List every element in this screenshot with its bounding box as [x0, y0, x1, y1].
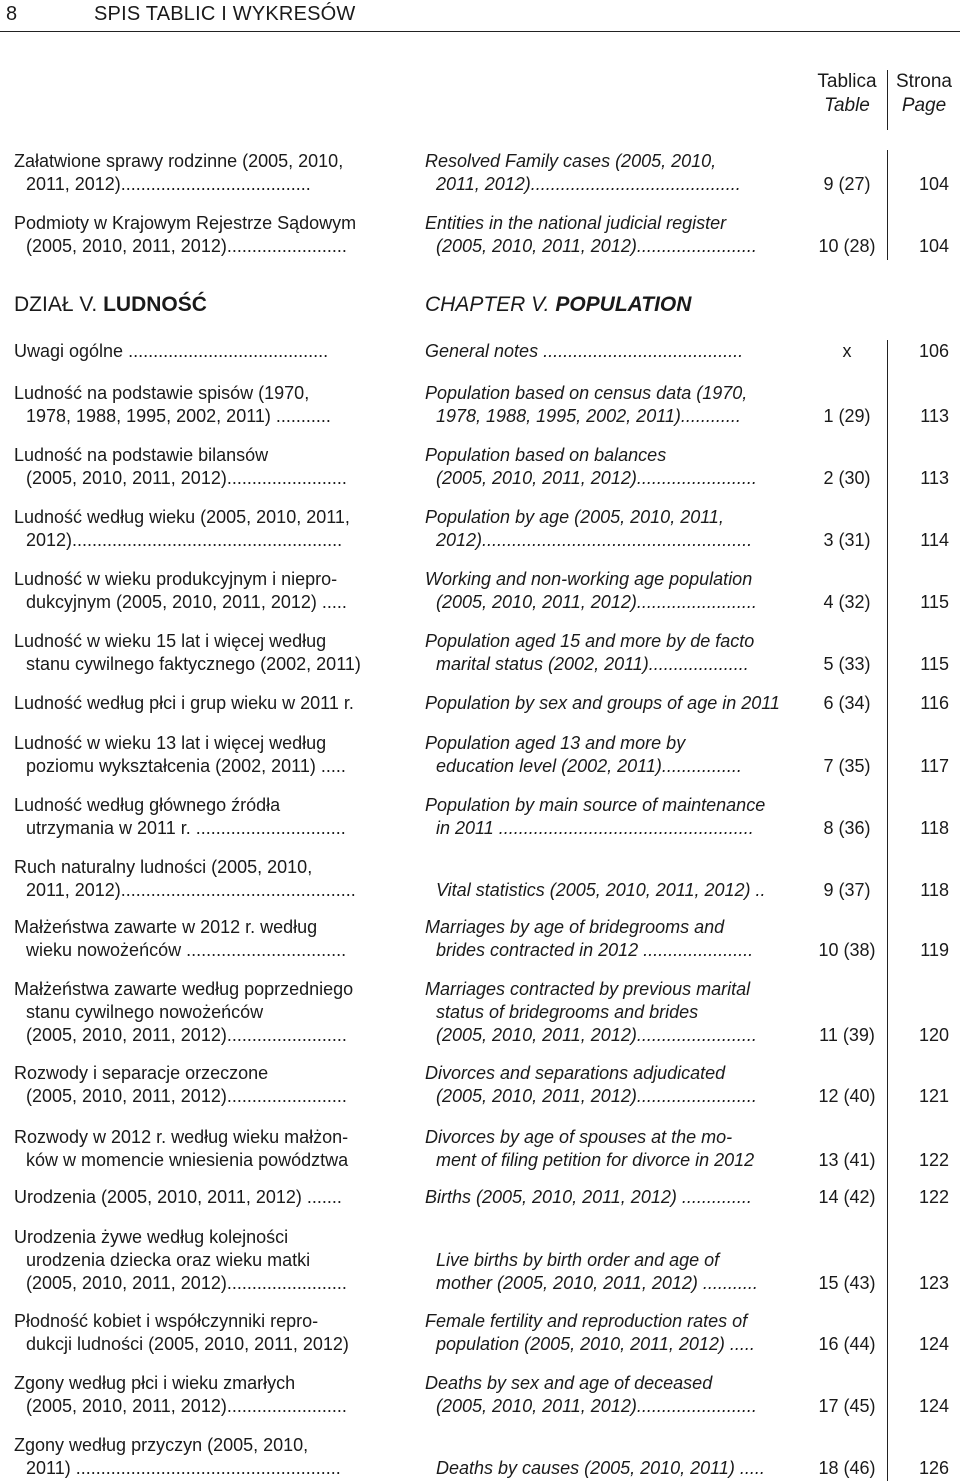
table-number: 1 (29) — [823, 406, 871, 426]
entry-title-pl: poziomu wykształcenia (2002, 2011) ..... — [26, 756, 346, 776]
running-header — [0, 0, 960, 34]
entry-title-en: Vital statistics (2005, 2010, 2011, 2012) .. — [436, 880, 766, 900]
entry-title-pl: Uwagi ogólne ........................................ — [14, 341, 329, 361]
table-number: 5 (33) — [823, 654, 871, 674]
table-number: 10 (28) — [818, 236, 876, 256]
entry-title-en: Population based on census data (1970, — [425, 383, 748, 403]
entry-title-en: Births (2005, 2010, 2011, 2012) .............. — [425, 1187, 752, 1207]
entry-title-pl: Podmioty w Krajowym Rejestrze Sądowym — [14, 213, 357, 233]
entry-title-pl: dukcji ludności (2005, 2010, 2011, 2012) — [26, 1334, 349, 1354]
entry-title-en: Marriages contracted by previous marital — [425, 979, 751, 999]
page-number-ref: 124 — [918, 1396, 949, 1416]
page-number-ref: 114 — [920, 530, 949, 550]
chapter-prefix-pl: DZIAŁ V. — [14, 293, 98, 316]
column-head-table — [797, 70, 897, 118]
entry-title-en: Population by age (2005, 2010, 2011, — [425, 507, 724, 527]
chapter-heading-pl — [14, 292, 207, 318]
entry-title-en: brides contracted in 2012 ...................... — [436, 940, 754, 960]
page-number-ref: 122 — [918, 1187, 949, 1207]
entry-title-en: Deaths by sex and age of deceased — [425, 1373, 713, 1393]
entry-title-en: marital status (2002, 2011).................... — [436, 654, 749, 674]
entry-title-en: Population by main source of maintenance — [425, 795, 766, 815]
entry-title-pl: Ludność według głównego źródła — [14, 795, 281, 815]
entry-title-pl: 2012)...................................................... — [26, 530, 343, 550]
entry-title-pl: Ludność na podstawie bilansów — [14, 445, 269, 465]
entry-title-en: Population aged 13 and more by — [425, 733, 686, 753]
entry-title-pl: 2011, 2012)............................................... — [26, 880, 356, 900]
chapter-heading-en — [425, 292, 691, 318]
entry-title-pl: Płodność kobiet i współczynniki repro- — [14, 1311, 319, 1331]
entry-title-pl: stanu cywilnego nowożeńców — [26, 1002, 264, 1022]
table-number: 4 (32) — [823, 592, 871, 612]
entry-title-en: General notes ........................................ — [425, 341, 744, 361]
entry-title-pl: (2005, 2010, 2011, 2012)........................ — [26, 468, 347, 488]
entry-title-pl: Urodzenia żywe według kolejności — [14, 1227, 289, 1247]
column-head-strona: Strona — [896, 71, 952, 92]
entry-title-pl: utrzymania w 2011 r. .............................. — [26, 818, 346, 838]
entry-title-pl: wieku nowożeńców ................................ — [26, 940, 347, 960]
entry-title-pl: Zgony według płci i wieku zmarłych — [14, 1373, 296, 1393]
entry-title-pl: 1978, 1988, 1995, 2002, 2011) ........... — [26, 406, 331, 426]
entry-title-en: in 2011 ................................................... — [436, 818, 754, 838]
page-number-ref: 104 — [918, 236, 949, 256]
entry-title-en: Divorces and separations adjudicated — [425, 1063, 726, 1083]
chapter-name-pl: LUDNOŚĆ — [103, 293, 207, 316]
entry-title-en: Resolved Family cases (2005, 2010, — [425, 151, 717, 171]
entry-title-en: Live births by birth order and age of — [436, 1250, 720, 1270]
page-number-ref: 115 — [920, 592, 949, 612]
entry-title-en: Divorces by age of spouses at the mo- — [425, 1127, 733, 1147]
entry-title-en: (2005, 2010, 2011, 2012)........................ — [436, 236, 757, 256]
table-number: 13 (41) — [818, 1150, 876, 1170]
entry-title-pl: Małżeństwa zawarte w 2012 r. według — [14, 917, 318, 937]
entry-title-pl: urodzenia dziecka oraz wieku matki — [26, 1250, 311, 1270]
entry-title-en: status of bridegrooms and brides — [436, 1002, 699, 1022]
table-number: 6 (34) — [823, 693, 871, 713]
table-number: 15 (43) — [818, 1273, 876, 1293]
table-number: 14 (42) — [818, 1187, 876, 1207]
page-number-ref: 121 — [918, 1086, 949, 1106]
entry-title-en: (2005, 2010, 2011, 2012)........................ — [436, 1396, 757, 1416]
column-divider — [887, 340, 888, 1481]
page-number-ref: 116 — [920, 693, 949, 713]
entry-title-en: Working and non-working age population — [425, 569, 753, 589]
entry-title-en: (2005, 2010, 2011, 2012)........................ — [436, 1086, 757, 1106]
header-rule — [0, 31, 960, 32]
entry-title-en: Female fertility and reproduction rates of — [425, 1311, 748, 1331]
entry-title-en: ment of filing petition for divorce in 2012 — [436, 1150, 755, 1170]
entry-title-en: 1978, 1988, 1995, 2002, 2011)............ — [436, 406, 741, 426]
entry-title-pl: Ludność w wieku 13 lat i więcej według — [14, 733, 327, 753]
page-number-ref: 120 — [918, 1025, 949, 1045]
entry-title-pl: Małżeństwa zawarte według poprzedniego — [14, 979, 354, 999]
entry-title-pl: (2005, 2010, 2011, 2012)........................ — [26, 1086, 347, 1106]
page-number-ref: 118 — [920, 880, 949, 900]
entry-title-pl: 2011) ..................................................... — [26, 1458, 341, 1478]
table-number: 3 (31) — [823, 530, 871, 550]
entry-title-pl: Rozwody w 2012 r. według wieku małżon- — [14, 1127, 349, 1147]
entry-title-en: 2012)...................................................... — [436, 530, 753, 550]
table-number: 12 (40) — [818, 1086, 876, 1106]
chapter-name-en: POPULATION — [555, 293, 692, 316]
entry-title-en: Population based on balances — [425, 445, 667, 465]
table-number: 7 (35) — [823, 756, 871, 776]
page-number-ref: 106 — [918, 341, 949, 361]
entry-title-en: (2005, 2010, 2011, 2012)........................ — [436, 592, 757, 612]
entry-title-pl: (2005, 2010, 2011, 2012)........................ — [26, 1273, 347, 1293]
entry-title-pl: Ludność według płci i grup wieku w 2011 r. — [14, 693, 354, 713]
entry-title-pl: Urodzenia (2005, 2010, 2011, 2012) ....... — [14, 1187, 342, 1207]
table-number: 17 (45) — [818, 1396, 876, 1416]
table-number: 11 (39) — [819, 1025, 875, 1045]
entry-title-en: Deaths by causes (2005, 2010, 2011) ..... — [436, 1458, 765, 1478]
entry-title-en: (2005, 2010, 2011, 2012)........................ — [436, 468, 757, 488]
table-number: 9 (27) — [823, 174, 871, 194]
entry-title-pl: Ludność według wieku (2005, 2010, 2011, — [14, 507, 350, 527]
page-number-ref: 115 — [920, 654, 949, 674]
entry-title-pl: stanu cywilnego faktycznego (2002, 2011) — [26, 654, 361, 674]
running-title: SPIS TABLIC I WYKRESÓW — [94, 3, 356, 25]
table-number: 16 (44) — [818, 1334, 876, 1354]
table-number: 8 (36) — [823, 818, 871, 838]
page-number-ref: 117 — [920, 756, 949, 776]
entry-title-pl: (2005, 2010, 2011, 2012)........................ — [26, 1396, 347, 1416]
entry-title-pl: dukcyjnym (2005, 2010, 2011, 2012) ..... — [26, 592, 347, 612]
entry-title-en: Marriages by age of bridegrooms and — [425, 917, 725, 937]
column-divider — [887, 150, 888, 260]
table-number: x — [842, 341, 852, 361]
page-number-ref: 122 — [918, 1150, 949, 1170]
entry-title-en: education level (2002, 2011)................ — [436, 756, 742, 776]
column-head-page — [889, 70, 959, 118]
page-number: 8 — [6, 3, 18, 25]
entry-title-pl: ków w momencie wniesienia powództwa — [26, 1150, 349, 1170]
table-number: 10 (38) — [818, 940, 876, 960]
entry-title-pl: Rozwody i separacje orzeczone — [14, 1063, 269, 1083]
entry-title-en: Population by sex and groups of age in 2011 — [425, 693, 780, 713]
entry-title-pl: Ludność w wieku 15 lat i więcej według — [14, 631, 327, 651]
column-head-table-en: Table — [824, 95, 870, 116]
page-number-ref: 119 — [920, 940, 949, 960]
entry-title-pl: Ludność w wieku produkcyjnym i niepro- — [14, 569, 338, 589]
table-number: 18 (46) — [818, 1458, 876, 1478]
page-number-ref: 104 — [918, 174, 949, 194]
entry-title-pl: (2005, 2010, 2011, 2012)........................ — [26, 236, 347, 256]
entry-title-pl: Załatwione sprawy rodzinne (2005, 2010, — [14, 151, 344, 171]
column-head-page-en: Page — [901, 95, 947, 116]
entry-title-en: population (2005, 2010, 2011, 2012) ..... — [436, 1334, 755, 1354]
page-number-ref: 118 — [920, 818, 949, 838]
entry-title-pl: Ruch naturalny ludności (2005, 2010, — [14, 857, 313, 877]
page-number-ref: 126 — [918, 1458, 949, 1478]
chapter-prefix-en: CHAPTER V. — [425, 293, 550, 316]
entry-title-en: 2011, 2012).......................................... — [436, 174, 741, 194]
column-head-tablica: Tablica — [817, 71, 877, 92]
page-number-ref: 113 — [920, 406, 949, 426]
entry-title-pl: Ludność na podstawie spisów (1970, — [14, 383, 310, 403]
page-number-ref: 124 — [918, 1334, 949, 1354]
entry-title-en: mother (2005, 2010, 2011, 2012) ........... — [436, 1273, 758, 1293]
entry-title-en: Population aged 15 and more by de facto — [425, 631, 755, 651]
entry-title-pl: (2005, 2010, 2011, 2012)........................ — [26, 1025, 347, 1045]
entry-title-en: (2005, 2010, 2011, 2012)........................ — [436, 1025, 757, 1045]
page-number-ref: 113 — [920, 468, 949, 488]
entry-title-pl: Zgony według przyczyn (2005, 2010, — [14, 1435, 309, 1455]
entry-title-en: Entities in the national judicial register — [425, 213, 727, 233]
table-number: 9 (37) — [823, 880, 871, 900]
table-number: 2 (30) — [823, 468, 871, 488]
page-number-ref: 123 — [918, 1273, 949, 1293]
entry-title-pl: 2011, 2012)...................................... — [26, 174, 311, 194]
